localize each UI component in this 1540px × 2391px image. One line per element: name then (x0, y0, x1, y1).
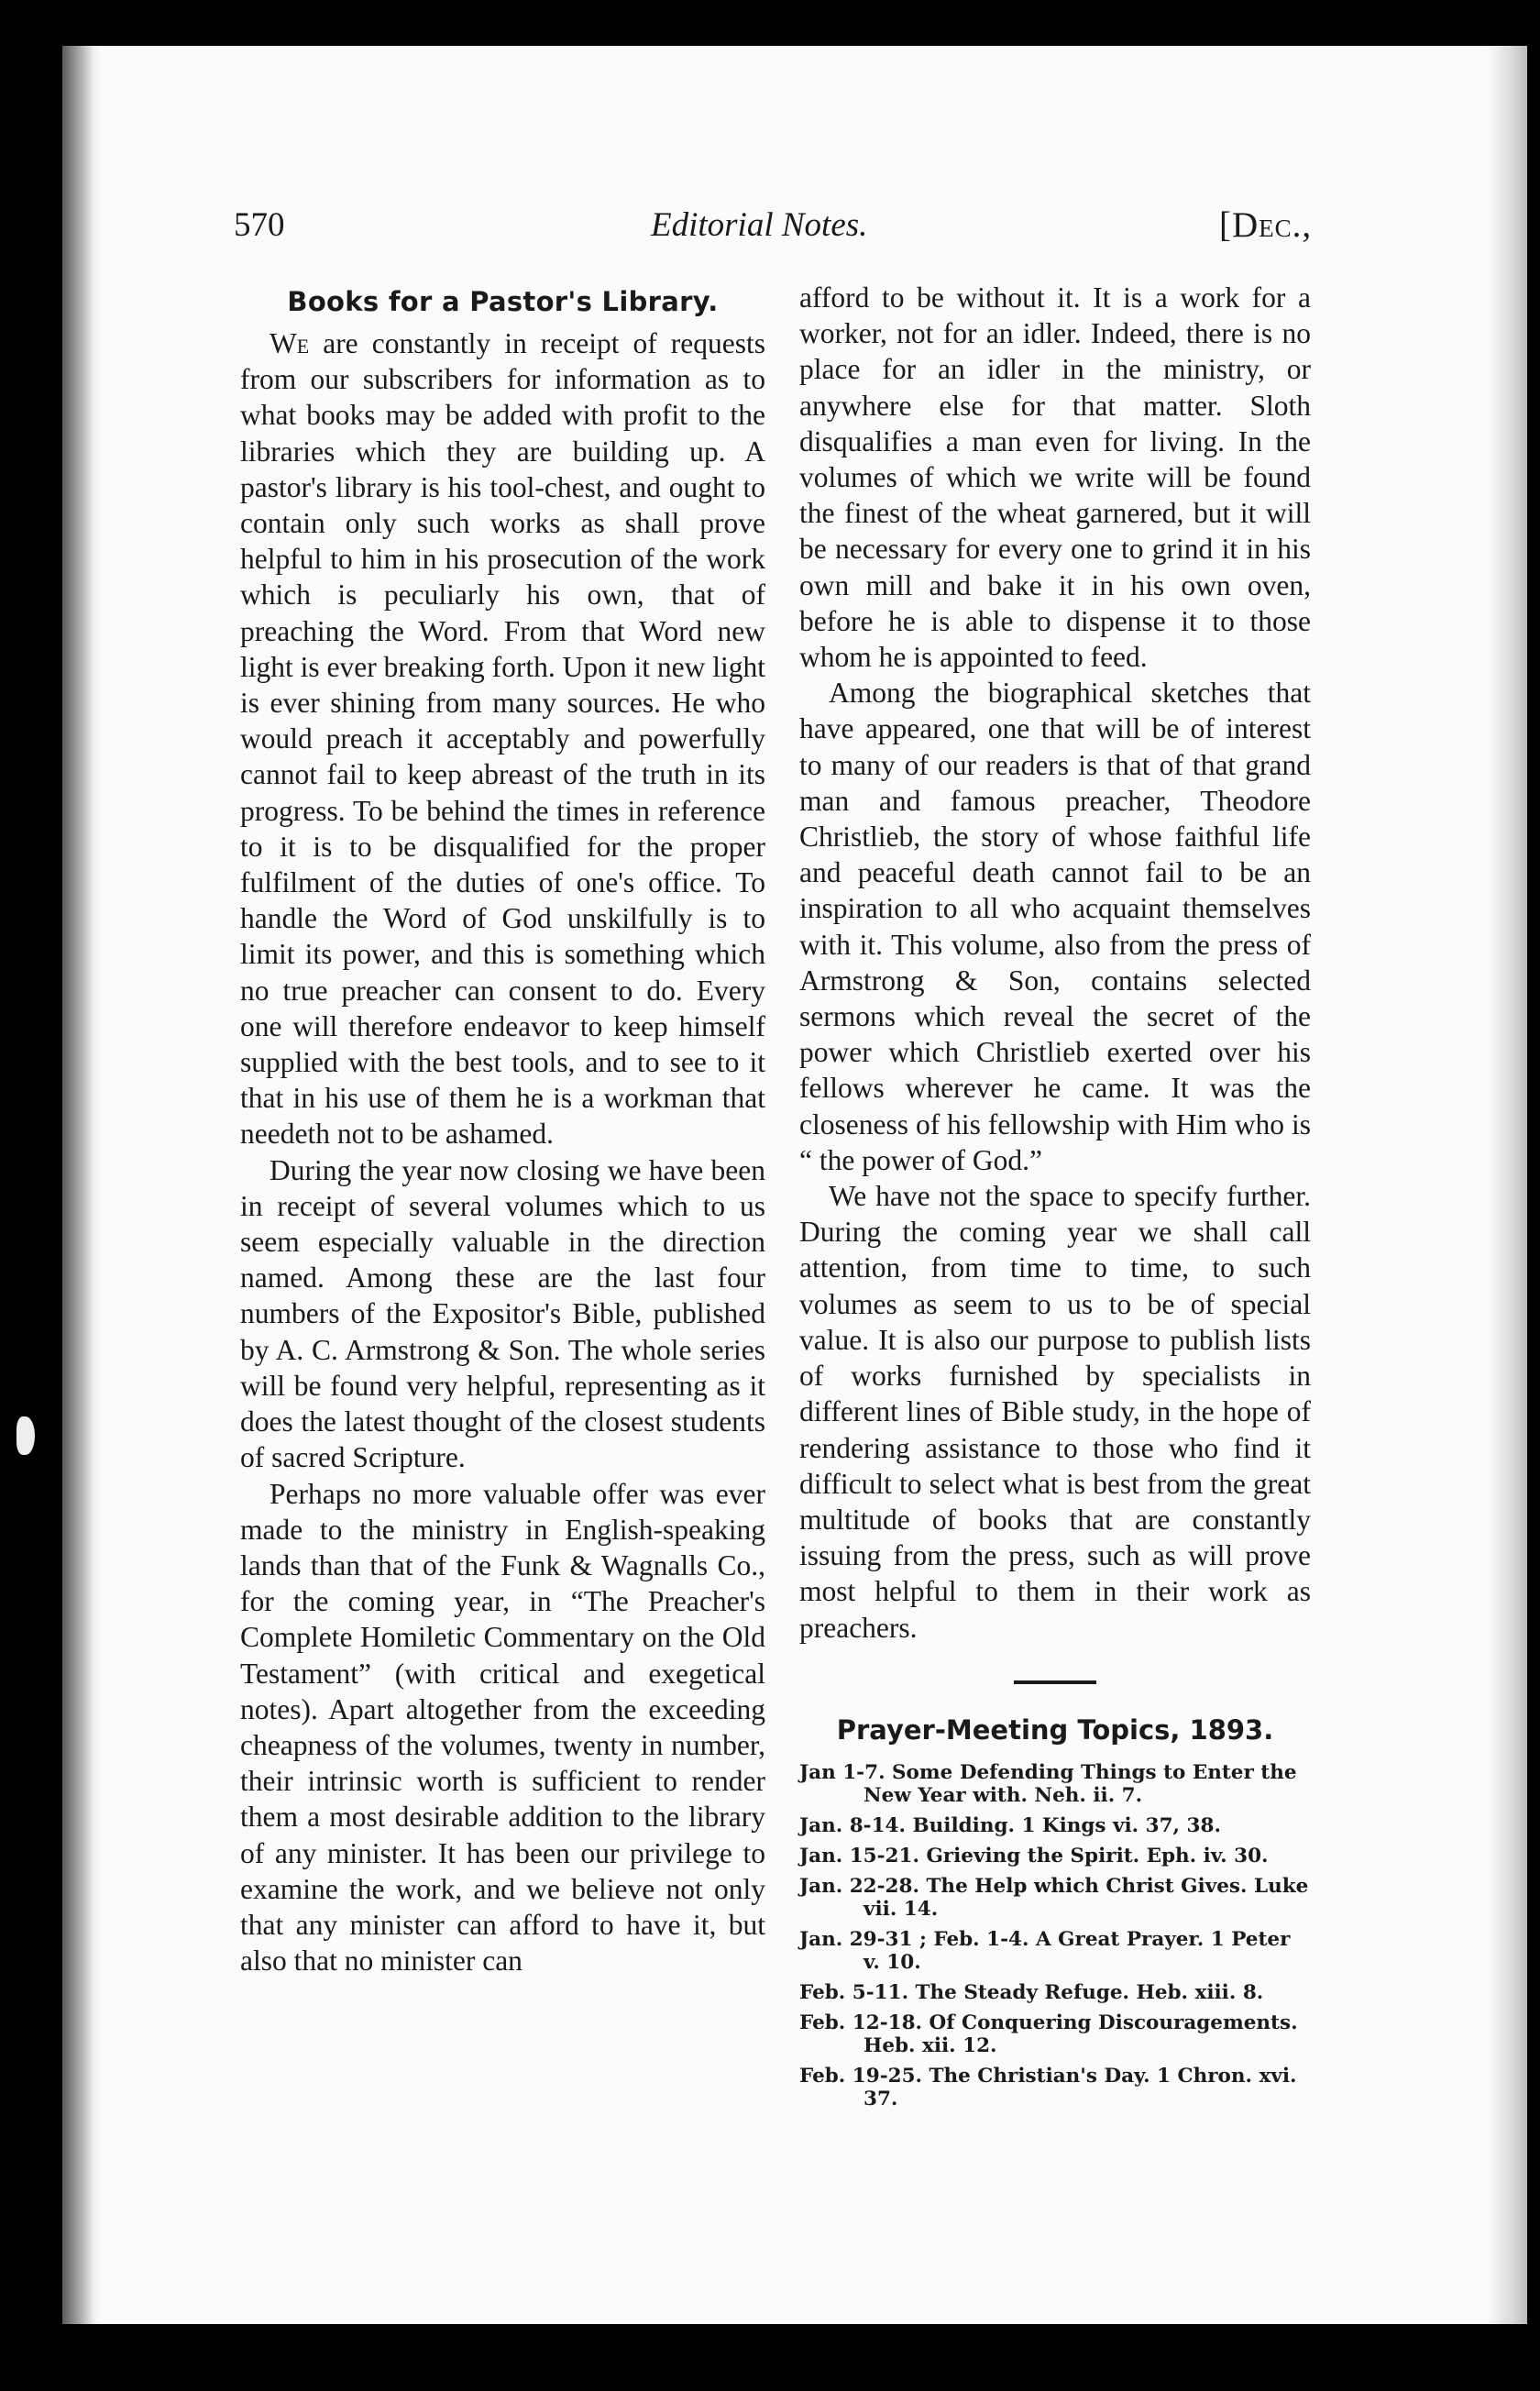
topic-item: Jan. 22-28. The Help which Christ Gives. Luke vii. 14. (799, 1874, 1309, 1921)
article-paragraph-2: During the year now closing we have been in receipt of several volumes which to us seem especially valuable in the direction named. Among these are the last four numbers of the Expositor's Bible, published by A. C. Armstrong & Son. The whole series will be found very helpful, representing as it does the latest thought of the closest students of sacred Scripture. (240, 1153, 765, 1474)
article-paragraph-1 (240, 325, 765, 1152)
gutter-shadow (62, 46, 101, 2324)
topic-item: Feb. 5-11. The Steady Refuge. Heb. xiii. 8. (799, 1980, 1264, 2004)
topic-item: Jan. 15-21. Grieving the Spirit. Eph. iv. 30. (799, 1844, 1269, 1868)
article-title: Books for a Pastor's Library. (287, 286, 719, 317)
topic-item: Jan. 29-31 ; Feb. 1-4. A Great Prayer. 1 Peter v. 10. (799, 1927, 1291, 1974)
edge-blemish (16, 1416, 35, 1455)
section-divider (1014, 1680, 1096, 1684)
topic-item: Feb. 12-18. Of Conquering Discouragements. Heb. xii. 12. (799, 2011, 1298, 2057)
topics-title: Prayer-Meeting Topics, 1893. (836, 1713, 1274, 1746)
article-paragraph-3: Perhaps no more valuable offer was ever made to the ministry in English-speaking lands than that of the Funk & Wagnalls Co., for the coming year, in “The Preacher's Complete Homiletic Commentary on the Old Testament” (with critical and exegetical notes). Apart altogether from the exceeding cheapness of the volumes, twenty in number, their intrinsic worth is sufficient to render them a most desirable addition to the library of any minister. It has been our privilege to examine the work, and we believe not only that any minister can afford to have it, but also that no minister can (240, 1477, 765, 1978)
article-paragraph-4: afford to be without it. It is a work for a worker, not for an idler. Indeed, there is no place for an idler in the ministry, or anywhere else for that matter. Sloth disqualifies a man even for living. In the volumes of which we write will be found the finest of the wheat garnered, but it will be necessary for every one to grind it in his own mill and bake it in his own oven, before he is able to dispense it to those whom he is appointed to feed. (799, 281, 1311, 674)
running-month (1219, 200, 1312, 251)
paragraph-1-text: are constantly in receipt of requests from our subscribers for information as to what books may be added with profit to the libraries which they are building up. A pastor's library is his tool-chest, and ought to contain only such works as shall prove helpful to him in his prosecution of the work which is peculiarly his own, that of preaching the Word. From that Word new light is ever breaking forth. Upon it new light is ever shining from many sources. He who would preach it acceptably and powerfully cannot fail to keep abreast of the truth in its progress. To be behind the times in reference to it is to be disqualified for the proper fulfilment of the duties of one's office. To handle the Word of God unskilfully is to limit its power, and this is something which no true preacher can consent to do. Every one will therefore endeavor to keep himself supplied with the best tools, and to see to it that in his use of them he is a workman that needeth not to be ashamed. (240, 327, 766, 1151)
left-column (240, 280, 765, 1978)
article-paragraph-6: We have not the space to specify further. During the coming year we shall call attention, from time to time, to such volumes as seem to us to be of special value. It is also our purpose to publish lists of works furnished by specialists in different lines of Bible study, in the hope of rendering assistance to those who find it difficult to select what is best from the great multitude of books that are constantly issuing from the press, such as will prove most helpful to them in their work as preachers. (799, 1180, 1311, 1644)
month-label: [Dec., (1219, 205, 1313, 245)
topic-item: Jan 1-7. Some Defending Things to Enter the New Year with. Neh. ii. 7. (799, 1760, 1297, 1807)
drop-word: We (270, 327, 310, 359)
topic-item: Jan. 8-14. Building. 1 Kings vi. 37, 38. (799, 1813, 1221, 1837)
page-edge (1487, 46, 1527, 2324)
article-paragraph-5: Among the biographical sketches that have appeared, one that will be of interest to many of our readers is that of that grand man and famous preacher, Theodore Christlieb, the story of whose faithful life and peaceful death cannot fail to be an inspiration to all who acquaint themselves with it. This volume, also from the press of Armstrong & Son, contains selected sermons which reveal the secret of the power which Christlieb exerted over his fellows wherever he came. It was the closeness of his fellowship with Him who is “ the power of God.” (799, 677, 1311, 1176)
running-title: Editorial Notes. (651, 206, 868, 244)
page-number: 570 (234, 206, 285, 244)
right-column (799, 280, 1311, 2118)
topic-item: Feb. 19-25. The Christian's Day. 1 Chron. xvi. 37. (799, 2064, 1297, 2110)
